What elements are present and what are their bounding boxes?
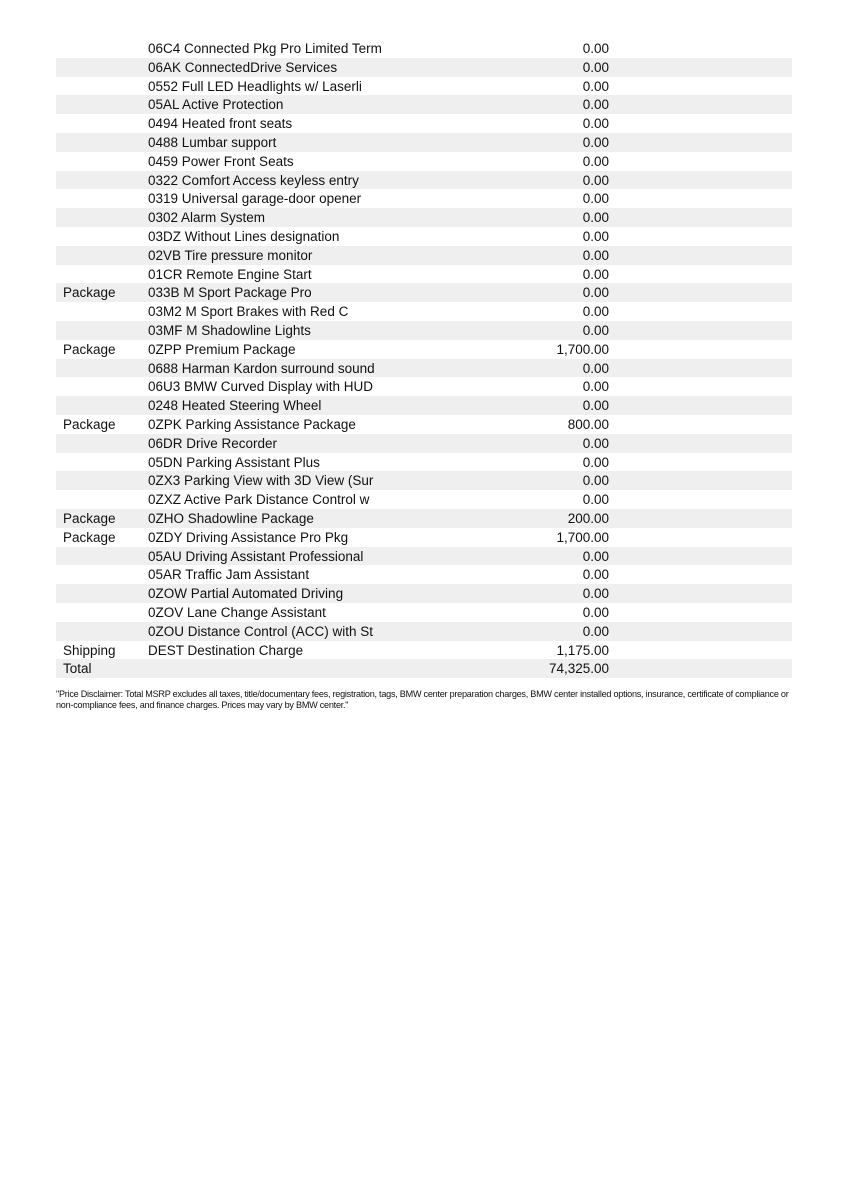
row-category	[56, 490, 148, 509]
row-category	[56, 189, 148, 208]
row-category	[56, 133, 148, 152]
row-description: 0ZDY Driving Assistance Pro Pkg	[148, 529, 349, 545]
table-row	[56, 528, 792, 547]
row-price: 0.00	[582, 435, 609, 451]
table-row	[56, 114, 792, 133]
row-price: 0.00	[582, 567, 609, 583]
table-row	[56, 246, 792, 265]
row-price: 0.00	[582, 379, 609, 395]
row-price: 800.00	[567, 416, 609, 432]
row-description: 01CR Remote Engine Start	[148, 266, 312, 282]
row-category	[56, 265, 148, 284]
row-price: 0.00	[582, 492, 609, 508]
row-category	[56, 302, 148, 321]
row-price: 0.00	[582, 548, 609, 564]
row-price: 0.00	[582, 398, 609, 414]
row-category	[56, 453, 148, 472]
row-description: 05AL Active Protection	[148, 97, 284, 113]
row-category	[56, 565, 148, 584]
row-price: 0.00	[582, 97, 609, 113]
table-row	[56, 189, 792, 208]
row-description: 0ZX3 Parking View with 3D View (Sur	[148, 473, 374, 489]
row-description: 0ZOV Lane Change Assistant	[148, 604, 326, 620]
row-category	[56, 359, 148, 378]
row-price: 0.00	[582, 454, 609, 470]
price-disclaimer: "Price Disclaimer: Total MSRP excludes all taxes, title/documentary fees, registration, tags, BMW center preparation charges, BMW center installed options, insurance, certificate of compliance or non-compliance fees, and finance charges. Prices may vary by BMW center."	[56, 689, 789, 710]
table-row	[56, 95, 792, 114]
row-category	[56, 171, 148, 190]
table-row	[56, 565, 792, 584]
row-price: 0.00	[582, 78, 609, 94]
row-description: 05DN Parking Assistant Plus	[148, 454, 320, 470]
row-price: 200.00	[567, 510, 609, 526]
table-row	[56, 340, 792, 359]
table-row	[56, 490, 792, 509]
table-row	[56, 453, 792, 472]
table-row	[56, 622, 792, 641]
row-price: 0.00	[582, 191, 609, 207]
row-category	[56, 227, 148, 246]
row-category: Package	[63, 285, 116, 301]
table-row	[56, 641, 792, 660]
row-price: 0.00	[582, 285, 609, 301]
table-row	[56, 547, 792, 566]
row-price: 0.00	[582, 604, 609, 620]
table-row	[56, 152, 792, 171]
row-price: 0.00	[582, 134, 609, 150]
row-category	[56, 152, 148, 171]
row-price: 1,700.00	[556, 341, 609, 357]
row-price: 0.00	[582, 59, 609, 75]
row-category	[56, 95, 148, 114]
row-category: Package	[63, 510, 116, 526]
row-category	[56, 471, 148, 490]
row-description	[148, 659, 488, 678]
row-price: 0.00	[582, 228, 609, 244]
row-category: Package	[63, 341, 116, 357]
row-description: 0ZOU Distance Control (ACC) with St	[148, 623, 374, 639]
table-row	[56, 133, 792, 152]
table-row	[56, 377, 792, 396]
table-row	[56, 171, 792, 190]
row-category	[56, 246, 148, 265]
table-body	[56, 39, 792, 678]
row-price: 0.00	[582, 473, 609, 489]
row-description: 0688 Harman Kardon surround sound	[148, 360, 375, 376]
row-description: 0552 Full LED Headlights w/ Laserli	[148, 78, 362, 94]
table-row	[56, 302, 792, 321]
row-description: 02VB Tire pressure monitor	[148, 247, 313, 263]
row-description: 0ZXZ Active Park Distance Control w	[148, 492, 370, 508]
row-category	[56, 547, 148, 566]
row-description: 0488 Lumbar support	[148, 134, 277, 150]
row-description: 0248 Heated Steering Wheel	[148, 398, 322, 414]
row-description: 06U3 BMW Curved Display with HUD	[148, 379, 374, 395]
row-description: 05AU Driving Assistant Professional	[148, 548, 364, 564]
row-price: 0.00	[582, 304, 609, 320]
row-price: 0.00	[582, 360, 609, 376]
table-row	[56, 227, 792, 246]
row-description: 0459 Power Front Seats	[148, 153, 294, 169]
table-row	[56, 359, 792, 378]
row-description: 06AK ConnectedDrive Services	[148, 59, 338, 75]
row-price: 0.00	[582, 322, 609, 338]
row-category	[56, 603, 148, 622]
row-description: 03DZ Without Lines designation	[148, 228, 340, 244]
row-price: 0.00	[582, 586, 609, 602]
row-description: 0ZPP Premium Package	[148, 341, 296, 357]
row-description: 0322 Comfort Access keyless entry	[148, 172, 359, 188]
row-price: 0.00	[582, 153, 609, 169]
row-description: 0319 Universal garage-door opener	[148, 191, 362, 207]
table-row	[56, 434, 792, 453]
row-price: 0.00	[582, 623, 609, 639]
row-price: 0.00	[582, 210, 609, 226]
row-price: 0.00	[582, 247, 609, 263]
row-category	[56, 39, 148, 58]
row-category	[56, 321, 148, 340]
row-description: 05AR Traffic Jam Assistant	[148, 567, 310, 583]
table-row	[56, 659, 792, 678]
row-category: Total	[63, 661, 92, 677]
row-description: 06DR Drive Recorder	[148, 435, 278, 451]
row-category	[56, 114, 148, 133]
row-price: 0.00	[582, 116, 609, 132]
table-row	[56, 39, 792, 58]
table-row	[56, 77, 792, 96]
row-category	[56, 396, 148, 415]
table-row	[56, 396, 792, 415]
row-price: 74,325.00	[548, 661, 609, 677]
table-row	[56, 283, 792, 302]
row-description: 03M2 M Sport Brakes with Red C	[148, 304, 349, 320]
table-row	[56, 208, 792, 227]
row-category	[56, 622, 148, 641]
row-description: 0ZHO Shadowline Package	[148, 510, 314, 526]
table-row	[56, 509, 792, 528]
row-price: 1,175.00	[556, 642, 609, 658]
row-description: 03MF M Shadowline Lights	[148, 322, 311, 338]
row-price: 0.00	[582, 172, 609, 188]
row-description: 0302 Alarm System	[148, 210, 266, 226]
table-row	[56, 321, 792, 340]
row-description: 033B M Sport Package Pro	[148, 285, 312, 301]
row-description: 0ZOW Partial Automated Driving	[148, 586, 344, 602]
row-description: 0ZPK Parking Assistance Package	[148, 416, 356, 432]
row-category	[56, 377, 148, 396]
row-category	[56, 208, 148, 227]
row-description: DEST Destination Charge	[148, 642, 304, 658]
row-category: Package	[63, 416, 116, 432]
options-price-table	[56, 39, 792, 678]
row-category	[56, 58, 148, 77]
table-row	[56, 58, 792, 77]
table-row	[56, 603, 792, 622]
row-category	[56, 434, 148, 453]
row-category: Shipping	[63, 642, 116, 658]
row-description: 06C4 Connected Pkg Pro Limited Term	[148, 41, 382, 56]
row-price: 0.00	[582, 41, 609, 56]
table-row	[56, 471, 792, 490]
table-row	[56, 584, 792, 603]
table-row	[56, 415, 792, 434]
row-price: 0.00	[582, 266, 609, 282]
row-category: Package	[63, 529, 116, 545]
row-category	[56, 77, 148, 96]
row-price: 1,700.00	[556, 529, 609, 545]
table-row	[56, 265, 792, 284]
row-description: 0494 Heated front seats	[148, 116, 293, 132]
row-category	[56, 584, 148, 603]
